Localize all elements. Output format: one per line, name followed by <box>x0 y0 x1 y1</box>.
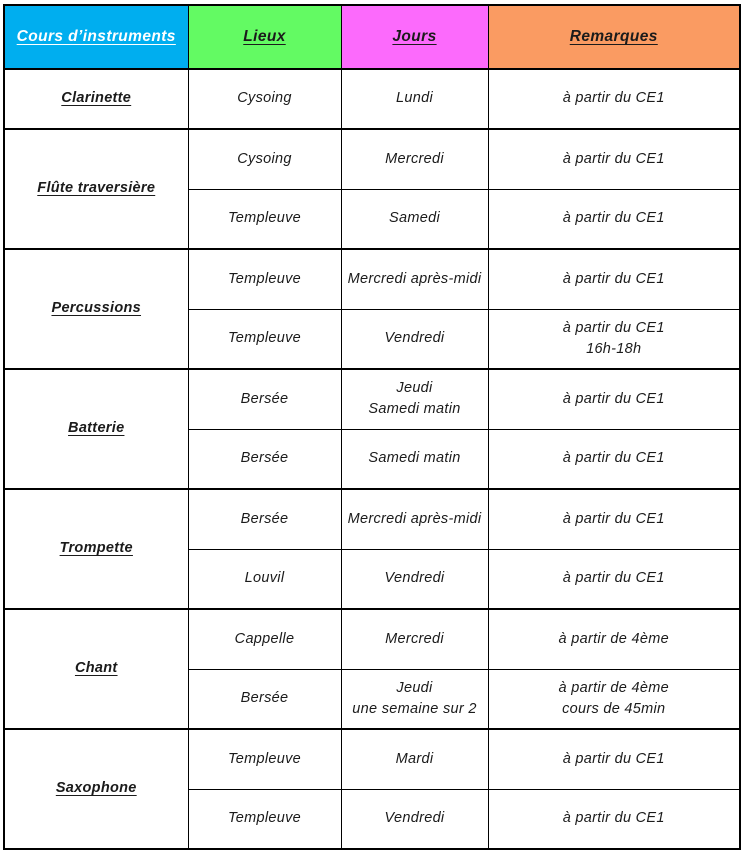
remarque-cell-line: à partir du CE1 <box>562 210 665 227</box>
jour-cell <box>341 189 488 249</box>
column-header-jours <box>341 5 488 69</box>
remarque-cell <box>488 69 740 129</box>
remarque-cell <box>488 249 740 309</box>
jour-cell <box>341 729 488 789</box>
table-row <box>4 129 740 189</box>
jour-cell <box>341 429 488 489</box>
lieu-cell <box>188 189 341 249</box>
jour-cell <box>341 789 488 849</box>
lieu-cell-line: Templeuve <box>227 750 302 767</box>
instrument-cell <box>4 129 188 249</box>
instrument-cell <box>4 729 188 849</box>
table-row <box>4 369 740 429</box>
remarque-cell <box>488 369 740 429</box>
instrument-label: Saxophone <box>55 780 137 797</box>
jour-cell-line: Samedi matin <box>368 450 461 467</box>
courses-table <box>3 4 741 850</box>
remarque-cell <box>488 129 740 189</box>
instrument-label: Batterie <box>68 420 125 437</box>
remarque-cell <box>488 729 740 789</box>
jour-cell <box>341 669 488 729</box>
lieu-cell-line: Cysoing <box>237 90 292 107</box>
remarque-cell <box>488 549 740 609</box>
jour-cell-line: Jeudi <box>396 380 433 397</box>
lieu-cell <box>188 549 341 609</box>
jour-cell <box>341 309 488 369</box>
jour-cell-line: Samedi <box>389 210 440 227</box>
instrument-cell <box>4 609 188 729</box>
lieu-cell-line: Templeuve <box>227 330 302 347</box>
lieu-cell <box>188 69 341 129</box>
lieu-cell <box>188 309 341 369</box>
remarque-cell-line: 16h-18h <box>586 340 642 357</box>
remarque-cell-line: à partir du CE1 <box>562 270 665 287</box>
jour-cell-line: une semaine sur 2 <box>352 700 477 717</box>
remarque-cell-line: à partir du CE1 <box>562 90 665 107</box>
jour-cell <box>341 69 488 129</box>
remarque-cell <box>488 189 740 249</box>
jour-cell-line: Samedi matin <box>368 401 461 418</box>
lieu-cell-line: Bersée <box>240 450 289 467</box>
remarque-cell-line: à partir du CE1 <box>562 390 665 407</box>
instrument-label: Clarinette <box>61 90 132 107</box>
remarque-cell <box>488 489 740 549</box>
header-row <box>4 5 740 69</box>
lieu-cell <box>188 249 341 309</box>
remarque-cell <box>488 309 740 369</box>
lieu-cell-line: Templeuve <box>227 270 302 287</box>
column-header-label: Cours d’instruments <box>16 28 176 45</box>
jour-cell-line: Mercredi après-midi <box>347 270 482 287</box>
remarque-cell <box>488 789 740 849</box>
column-header-label: Lieux <box>243 28 286 45</box>
lieu-cell <box>188 369 341 429</box>
table-row <box>4 249 740 309</box>
jour-cell-line: Lundi <box>396 90 433 107</box>
jour-cell <box>341 369 488 429</box>
instrument-cell <box>4 489 188 609</box>
jour-cell-line: Mercredi après-midi <box>347 510 482 527</box>
jour-cell-line: Vendredi <box>384 810 445 827</box>
column-header-label: Remarques <box>569 28 658 45</box>
table-row <box>4 609 740 669</box>
remarque-cell <box>488 669 740 729</box>
remarque-cell-line: à partir du CE1 <box>562 450 665 467</box>
jour-cell-line: Jeudi <box>396 679 433 696</box>
lieu-cell-line: Cysoing <box>237 150 292 167</box>
table-row <box>4 69 740 129</box>
instrument-cell <box>4 249 188 369</box>
lieu-cell-line: Bersée <box>240 690 289 707</box>
remarque-cell-line: cours de 45min <box>562 700 666 717</box>
lieu-cell-line: Templeuve <box>227 810 302 827</box>
lieu-cell <box>188 609 341 669</box>
remarque-cell-line: à partir de 4ème <box>558 630 669 647</box>
table-body <box>4 69 740 849</box>
jour-cell <box>341 489 488 549</box>
jour-cell-line: Vendredi <box>384 330 445 347</box>
lieu-cell-line: Bersée <box>240 390 289 407</box>
instrument-label: Flûte traversière <box>37 180 156 197</box>
lieu-cell-line: Louvil <box>244 570 285 587</box>
lieu-cell-line: Bersée <box>240 510 289 527</box>
lieu-cell <box>188 429 341 489</box>
lieu-cell <box>188 669 341 729</box>
remarque-cell-line: à partir du CE1 <box>562 150 665 167</box>
instrument-cell <box>4 69 188 129</box>
table-row <box>4 489 740 549</box>
column-header-label: Jours <box>392 28 437 45</box>
jour-cell <box>341 609 488 669</box>
jour-cell-line: Vendredi <box>384 570 445 587</box>
instrument-label: Chant <box>74 660 118 677</box>
jour-cell-line: Mercredi <box>385 150 444 167</box>
remarque-cell-line: à partir de 4ème <box>558 679 669 696</box>
lieu-cell <box>188 489 341 549</box>
column-header-cours <box>4 5 188 69</box>
remarque-cell <box>488 609 740 669</box>
remarque-cell-line: à partir du CE1 <box>562 750 665 767</box>
lieu-cell <box>188 729 341 789</box>
lieu-cell-line: Templeuve <box>227 210 302 227</box>
instrument-cell <box>4 369 188 489</box>
column-header-lieux <box>188 5 341 69</box>
jour-cell <box>341 249 488 309</box>
remarque-cell <box>488 429 740 489</box>
remarque-cell-line: à partir du CE1 <box>562 570 665 587</box>
lieu-cell <box>188 129 341 189</box>
jour-cell <box>341 549 488 609</box>
lieu-cell-line: Cappelle <box>234 630 295 647</box>
table-row <box>4 729 740 789</box>
instrument-label: Trompette <box>59 540 133 557</box>
remarque-cell-line: à partir du CE1 <box>562 510 665 527</box>
jour-cell <box>341 129 488 189</box>
instrument-label: Percussions <box>51 300 142 317</box>
remarque-cell-line: à partir du CE1 <box>562 319 665 336</box>
column-header-remarques <box>488 5 740 69</box>
remarque-cell-line: à partir du CE1 <box>562 810 665 827</box>
lieu-cell <box>188 789 341 849</box>
jour-cell-line: Mercredi <box>385 630 444 647</box>
jour-cell-line: Mardi <box>395 750 434 767</box>
